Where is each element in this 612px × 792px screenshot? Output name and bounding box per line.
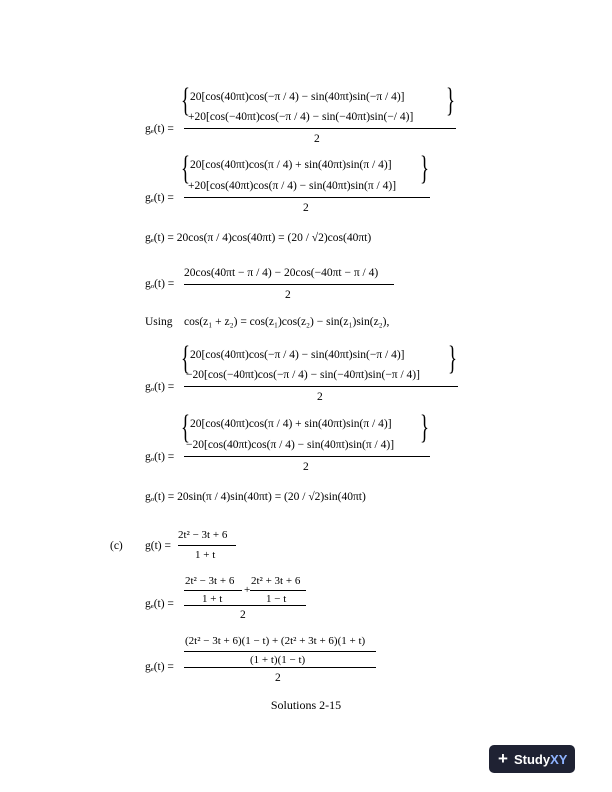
part-label: (c) — [110, 540, 123, 552]
equation: gₑ(t) = 20cos(π / 4)cos(40πt) = (20 / √2)cos(40πt) — [145, 232, 372, 244]
equation-lhs: gₑ(t) = — [145, 661, 174, 673]
denominator: 1 − t — [266, 593, 287, 605]
equation-lhs: gₑ(t) = — [145, 192, 174, 204]
equation-lhs: g(t) = — [145, 540, 171, 552]
fraction-bar — [184, 386, 458, 387]
plus-sign: + — [244, 584, 251, 596]
brand-accent: XY — [550, 751, 568, 767]
fraction-bar — [250, 590, 306, 591]
plus-icon: + — [498, 749, 508, 768]
fraction-bar — [184, 651, 376, 652]
fraction-bar — [184, 590, 242, 591]
numerator: 2t² − 3t + 6 — [185, 575, 235, 587]
denominator: 2 — [275, 672, 281, 684]
equation-lhs: gₑ(t) = — [145, 123, 174, 135]
denominator: 2 — [303, 461, 309, 473]
brace-right: } — [446, 82, 455, 119]
denominator: 2 — [303, 202, 309, 214]
equation-lhs: gₒ(t) = — [145, 381, 175, 393]
numerator: 2t² − 3t + 6 — [178, 529, 228, 541]
identity-formula: cos(z₁ + z₂) = cos(z₁)cos(z₂) − sin(z₁)sin(z₂), — [184, 316, 390, 328]
denominator: 2 — [317, 391, 323, 403]
fraction-bar — [184, 284, 394, 285]
brace-left: { — [181, 150, 190, 187]
equation-line: 20[cos(40πt)cos(π / 4) + sin(40πt)sin(π / 4)] — [190, 159, 392, 171]
page-number: Solutions 2-15 — [270, 698, 342, 712]
denominator: 1 + t — [202, 593, 223, 605]
fraction-bar — [184, 667, 376, 668]
brace-right: } — [420, 409, 429, 446]
equation-lhs: gₑ(t) = — [145, 598, 174, 610]
equation-line: +20[cos(40πt)cos(π / 4) − sin(40πt)sin(π / 4)] — [188, 180, 397, 192]
fraction-bar — [184, 197, 430, 198]
numerator: 20cos(40πt − π / 4) − 20cos(−40πt − π / 4) — [184, 267, 379, 279]
brand-name: Study — [513, 751, 551, 767]
denominator: 2 — [240, 609, 246, 621]
brace-right: } — [420, 150, 429, 187]
brace-right: } — [448, 340, 457, 377]
equation-line: 20[cos(40πt)cos(π / 4) + sin(40πt)sin(π / 4)] — [190, 418, 392, 430]
equation-line: −20[cos(40πt)cos(π / 4) − sin(40πt)sin(π / 4)] — [186, 439, 395, 451]
fraction-bar — [184, 128, 456, 129]
brace-left: { — [181, 340, 190, 377]
brace-left: { — [181, 82, 190, 119]
denominator: 1 + t — [195, 549, 216, 561]
studyxy-logo — [489, 745, 575, 773]
fraction-bar — [184, 456, 430, 457]
equation-line: −20[cos(−40πt)cos(−π / 4) − sin(−40πt)sin(−π / 4)] — [186, 369, 420, 381]
equation-line: +20[cos(−40πt)cos(−π / 4) − sin(−40πt)sin(−/ 4)] — [188, 111, 414, 123]
equation: gₒ(t) = 20sin(π / 4)sin(40πt) = (20 / √2)sin(40πt) — [145, 491, 366, 503]
denominator: (1 + t)(1 − t) — [250, 654, 306, 666]
fraction-bar — [184, 605, 306, 606]
numerator: 2t² + 3t + 6 — [251, 575, 301, 587]
denominator: 2 — [314, 133, 320, 145]
denominator: 2 — [285, 289, 291, 301]
using-label: Using — [145, 316, 173, 328]
equation-lhs: gₒ(t) = — [145, 278, 175, 290]
numerator: (2t² − 3t + 6)(1 − t) + (2t² + 3t + 6)(1 + t) — [185, 635, 366, 647]
brace-left: { — [181, 409, 190, 446]
equation-lhs: gₒ(t) = — [145, 451, 175, 463]
equation-line: 20[cos(40πt)cos(−π / 4) − sin(40πt)sin(−π / 4)] — [190, 91, 405, 103]
fraction-bar — [178, 545, 236, 546]
equation-line: 20[cos(40πt)cos(−π / 4) − sin(40πt)sin(−π / 4)] — [190, 349, 405, 361]
